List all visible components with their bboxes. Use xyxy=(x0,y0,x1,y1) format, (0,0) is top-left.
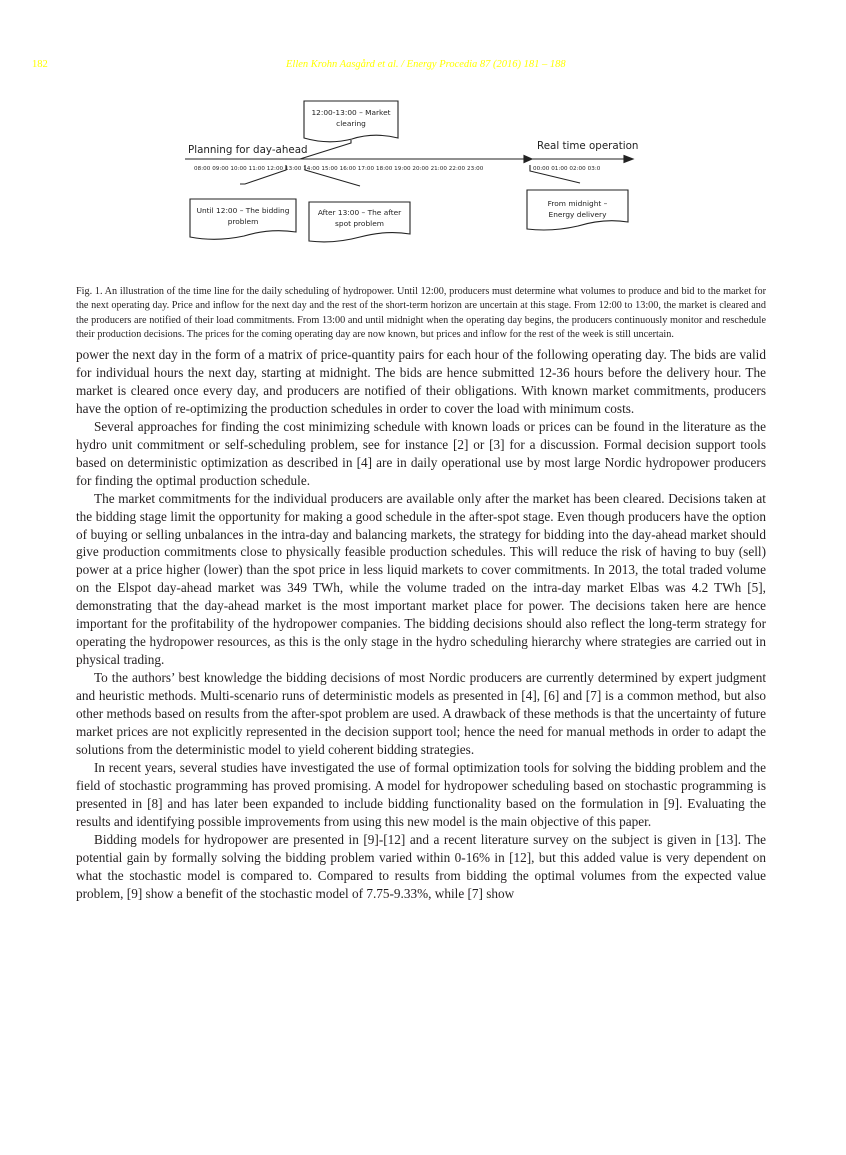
paragraph: To the authors’ best knowledge the bidding decisions of most Nordic producers are currently determined by expert judgment and heuristic methods. Multi-scenario runs of deterministic models as presented in [4], [6] and [7] is a common method, but also other methods based on results from the after-spot problem are used. A drawback of these methods is that the uncertainty of future market prices are not explicitly represented in the decision support tool; hence the need for manual methods in order to adapt the solutions from the deterministic model to yield coherent bidding strategies. xyxy=(76,670,767,757)
planning-label: Planning for day-ahead xyxy=(188,144,308,156)
paragraph: Bidding models for hydropower are presented in [9]-[12] and a recent literature survey on the subject is given in [13]. The potential gain by formally solving the bidding problem varied within 0-16% in [12], but this added value is very dependent on what the stochastic model is compared to. Compared to results from bidding the optimal volumes from the expected value problem, [9] show a benefit of the stochastic model of 7.75-9.33%, while [7] show xyxy=(76,831,766,901)
paragraph: The market commitments for the individual producers are available only after the market has been cleared. Decisions taken at the bidding stage limit the opportunity for making a good schedule in the after-spot stage. Even though producers have the option of buying or selling unbalances in the intra-day and balancing markets, the strategy for bidding into the day-ahead market should give production commitments close to physically feasible production schedules. This will reduce the risk of having to buy (sell) power at a price higher (lower) than the spot price in less liquid markets to cover commitments. In 2013, the total traded volume on the Elspot day-ahead market was 349 TWh, while the volume traded on the intra-day market Elbas was 4.2 TWh [5], demonstrating that the day-ahead market is the most important market place for power. The decisions taken here are hence important for the profitability of the hydropower companies. The bidding decisions should also reflect the long-term strategy for operating the hydropower resources, as this is the only stage in the hydro scheduling hierarchy where strategies are carried out in physical trading. xyxy=(76,490,766,668)
paragraph: In recent years, several studies have investigated the use of formal optimization tools for solving the bidding problem and the field of stochastic programming has proved promising. A model for hydropower scheduling based on stochastic programming is presented in [8] and has later been expanded to include bidding functionality based on the formulation in [9]. Evaluating the results and identifying possible improvements from using this new model is the main objective of this paper. xyxy=(76,759,766,829)
running-title: Ellen Krohn Aasgård et al. / Energy Procedia 87 (2016) 181 – 188 xyxy=(286,59,566,70)
real-time-label: Real time operation xyxy=(537,140,639,152)
page-header xyxy=(0,59,846,75)
body-text xyxy=(76,346,766,903)
end-arrowhead-icon xyxy=(624,156,633,163)
market-clearing-text: 12:00-13:00 – Market clearing xyxy=(311,108,391,128)
day-hour-ticks: 08:00 09:00 10:00 11:00 12:00 13:00 14:00 15:00 16:00 17:00 18:00 19:00 20:00 21:00 22:00 23:00 xyxy=(194,166,484,172)
timeline-diagram xyxy=(0,95,846,265)
market-clearing-leader xyxy=(300,140,351,159)
figure-timeline xyxy=(0,95,846,265)
midnight-arrowhead-icon xyxy=(524,156,532,163)
after-spot-text: After 13:00 – The after spot problem xyxy=(317,208,402,228)
night-hour-ticks: 00:00 01:00 02:00 03:0 xyxy=(533,166,601,172)
paragraph: Several approaches for finding the cost minimizing schedule with known loads or prices can be found in the literature as the hydro unit commitment or self-scheduling problem, see for instance [2] or [3] for a discussion. Formal decision support tools based on deterministic optimization as described in [4] are in daily operational use by most large Nordic hydropower producers for finding the optimal production schedule. xyxy=(76,418,766,488)
paragraph: power the next day in the form of a matrix of price-quantity pairs for each hour of the following operating day. The bids are valid for individual hours the next day, starting at midnight. The bids are hence submitted 12-36 hours before the delivery hour. The market is cleared once every day, and producers are notified of their obligations. With known market commitments, producers have the option of re-optimizing the production schedules in order to cover the load with minimum costs. xyxy=(76,347,766,416)
page-number: 182 xyxy=(32,59,48,70)
figure-caption: Fig. 1. An illustration of the time line for the daily scheduling of hydropower. Until 12:00, producers must determine what volumes to produce and bid to the market for the next operating day. Price and inflow for the next day and the rest of the short-term horizon are uncertain at this stage. From 12:00 to 13:00, the market is cleared and the producers are notified of their load commitments. From 13:00 and until midnight when the operating day begins, the producers continuously monitor and reschedule their production decisions. The prices for the coming operating day are now known, but prices and inflow for the rest of the week is still uncertain. xyxy=(76,286,766,340)
bidding-problem-text: Until 12:00 – The bidding problem xyxy=(196,206,290,226)
energy-delivery-text: From midnight – Energy delivery xyxy=(547,199,608,219)
